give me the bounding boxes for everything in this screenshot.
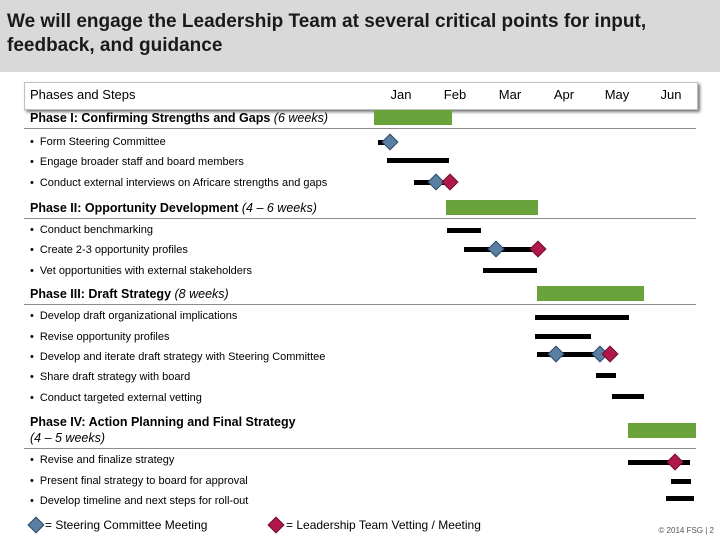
- phase-1-duration: (6 weeks): [273, 111, 328, 125]
- phase-3-step-5: [30, 392, 202, 404]
- bullet: •: [30, 177, 34, 189]
- leadership-legend-icon: [268, 517, 285, 534]
- phase-1-divider: [24, 128, 696, 129]
- month-jun: Jun: [660, 87, 682, 102]
- phase-1-bar: [374, 110, 452, 125]
- bullet: •: [30, 156, 34, 168]
- phase-2-step-2: [30, 244, 188, 256]
- bullet: •: [30, 310, 34, 322]
- phase-1-step-3-label: Conduct external interviews on Africare strengths and gaps: [39, 177, 328, 189]
- phase-2-step-1-label: Conduct benchmarking: [39, 224, 153, 236]
- leadership-meeting-diamond: [667, 454, 684, 471]
- phase-4-duration: (4 – 5 weeks): [30, 431, 106, 445]
- phase-4-step-3-label: Develop timeline and next steps for roll-out: [39, 495, 249, 507]
- phase-2-step-3-label: Vet opportunities with external stakeholders: [39, 265, 253, 277]
- leadership-meeting-diamond: [442, 174, 459, 191]
- task-bar: [483, 268, 537, 273]
- phase-2-step-3: [30, 265, 252, 277]
- phase-1-name: Phase I: Confirming Strengths and Gaps: [30, 111, 271, 125]
- month-feb: Feb: [443, 87, 467, 102]
- bullet: •: [30, 351, 34, 363]
- phase-2-name: Phase II: Opportunity Development: [30, 201, 239, 215]
- task-bar: [387, 158, 449, 163]
- phase-3-bar: [537, 286, 644, 301]
- phase-4-step-3: [30, 495, 248, 507]
- phase-2-divider: [24, 218, 696, 219]
- phase-4-divider: [24, 448, 696, 449]
- leadership-legend-label: = Leadership Team Vetting / Meeting: [286, 518, 481, 532]
- task-bar: [535, 334, 591, 339]
- month-jan: Jan: [390, 87, 412, 102]
- page-title: We will engage the Leadership Team at several critical points for input, feedback, and guidance: [7, 11, 647, 56]
- phase-3-step-2: [30, 331, 169, 343]
- task-bar: [447, 228, 481, 233]
- task-bar: [671, 479, 691, 484]
- phase-4-heading: [30, 414, 350, 446]
- bullet: •: [30, 331, 34, 343]
- phase-4-name: Phase IV: Action Planning and Final Strategy: [30, 415, 296, 429]
- phase-1-step-2-label: Engage broader staff and board members: [39, 156, 244, 168]
- bullet: •: [30, 475, 34, 487]
- bullet: •: [30, 495, 34, 507]
- phase-3-name: Phase III: Draft Strategy: [30, 287, 172, 301]
- month-apr: Apr: [553, 87, 575, 102]
- phase-3-step-3-label: Develop and iterate draft strategy with Steering Committee: [39, 351, 326, 363]
- phase-4-step-2: [30, 475, 248, 487]
- phase-3-step-1: [30, 310, 237, 322]
- task-bar: [666, 496, 694, 501]
- steering-meeting-diamond: [382, 134, 399, 151]
- leadership-meeting-diamond: [530, 241, 547, 258]
- phase-1-heading: [30, 111, 328, 125]
- steering-meeting-diamond: [548, 346, 565, 363]
- phase-4-step-1: [30, 454, 174, 466]
- phase-2-duration: (4 – 6 weeks): [241, 201, 317, 215]
- leadership-meeting-diamond: [602, 346, 619, 363]
- steering-legend-label: = Steering Committee Meeting: [45, 518, 208, 532]
- phase-2-heading: [30, 201, 317, 215]
- task-bar: [535, 315, 629, 320]
- month-mar: Mar: [498, 87, 522, 102]
- steering-meeting-diamond: [488, 241, 505, 258]
- phase-4-step-2-label: Present final strategy to board for approval: [39, 475, 248, 487]
- phase-2-bar: [446, 200, 538, 215]
- phase-2-step-1: [30, 224, 153, 236]
- phase-3-step-3: [30, 351, 325, 363]
- month-may: May: [604, 87, 630, 102]
- task-bar: [612, 394, 644, 399]
- phase-3-step-4-label: Share draft strategy with board: [39, 371, 191, 383]
- phase-3-step-1-label: Develop draft organizational implications: [39, 310, 238, 322]
- bullet: •: [30, 265, 34, 277]
- phase-1-step-2: [30, 156, 244, 168]
- bullet: •: [30, 371, 34, 383]
- bullet: •: [30, 454, 34, 466]
- phase-4-step-1-label: Revise and finalize strategy: [39, 454, 175, 466]
- phase-3-duration: (8 weeks): [174, 287, 229, 301]
- footer-copyright: © 2014 FSG | 2: [658, 526, 714, 535]
- phase-3-heading: [30, 287, 229, 301]
- phase-3-step-2-label: Revise opportunity profiles: [39, 331, 170, 343]
- phase-3-step-4: [30, 371, 190, 383]
- phase-3-step-5-label: Conduct targeted external vetting: [39, 392, 202, 404]
- bullet: •: [30, 136, 34, 148]
- phase-1-step-1: [30, 136, 166, 148]
- bullet: •: [30, 392, 34, 404]
- header-label: Phases and Steps: [30, 87, 136, 102]
- phase-4-bar: [628, 423, 696, 438]
- steering-legend-icon: [28, 517, 45, 534]
- bullet: •: [30, 224, 34, 236]
- phase-2-step-2-label: Create 2-3 opportunity profiles: [39, 244, 188, 256]
- phase-1-step-1-label: Form Steering Committee: [39, 136, 166, 148]
- phase-3-divider: [24, 304, 696, 305]
- task-bar: [596, 373, 616, 378]
- phase-1-step-3: [30, 177, 327, 189]
- bullet: •: [30, 244, 34, 256]
